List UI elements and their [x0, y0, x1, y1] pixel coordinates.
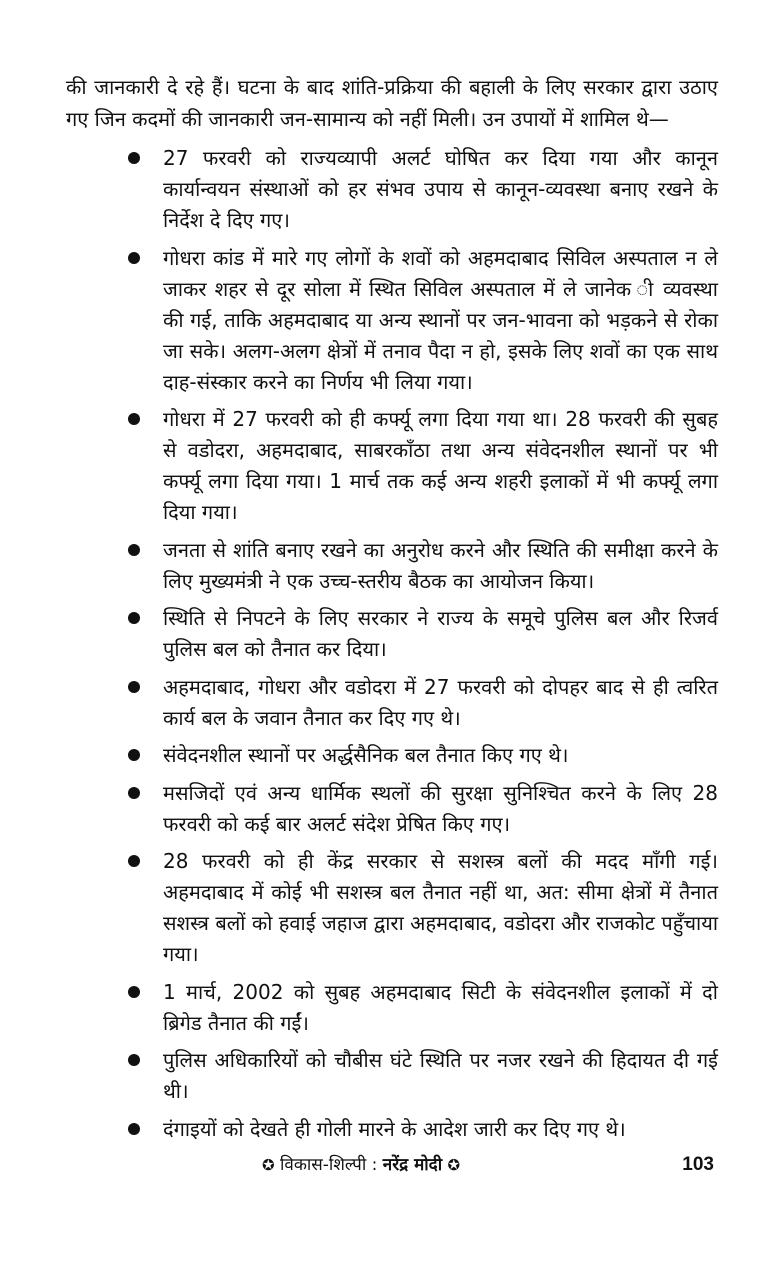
bullet-icon: [128, 986, 140, 998]
bullet-list: [66, 143, 718, 1145]
bullet-icon: [128, 413, 140, 425]
running-footer: [262, 1151, 460, 1179]
page-footer: [0, 1151, 774, 1183]
list-item-text: 27 फरवरी को राज्यव्यापी अलर्ट घोषित कर दिया गया और कानून कार्यान्वयन संस्थाओं को हर संभव उपाय से कानून-व्यवस्था बनाए रखने के निर्देश दे दिए गए।: [163, 146, 718, 232]
list-item-text: गोधरा कांड में मारे गए लोगों के शवों को अहमदाबाद सिविल अस्पताल न ले जाकर शहर से दूर सोला में स्थित सिविल अस्पताल में ले जानेक ी व्यवस्था की गई, ताकि अहमदाबाद या अन्य स्थानों पर जन-भावना को भड़कने से रोका जा सके। अलग-अलग क्षेत्रों में तनाव पैदा न हो, इसके लिए शवों का एक साथ दाह-संस्कार करने का निर्णय भी लिया गया।: [163, 245, 718, 394]
bullet-icon: [128, 152, 140, 164]
list-item-text: पुलिस अधिकारियों को चौबीस घंटे स्थिति पर नजर रखने की हिदायत दी गई थी।: [163, 1048, 718, 1103]
list-item: [66, 603, 718, 665]
list-item: [66, 143, 718, 236]
list-item-text: गोधरा में 27 फरवरी को ही कर्फ्यू लगा दिया गया था। 28 फरवरी की सुबह से वडोदरा, अहमदाबाद, साबरकाँठा तथा अन्य संवेदनशील स्थानों पर भी कर्फ्यू लगा दिया गया। 1 मार्च तक कई अन्य शहरी इलाकों में भी कर्फ्यू लगा दिया गया।: [163, 407, 718, 524]
list-item: [66, 977, 718, 1039]
bullet-icon: [128, 787, 140, 799]
list-item: [66, 846, 718, 970]
flower-ornament-icon: ✪: [262, 1156, 275, 1174]
list-item-text: संवेदनशील स्थानों पर अर्द्धसैनिक बल तैनात किए गए थे।: [163, 743, 569, 767]
bullet-icon: [128, 749, 140, 761]
list-item: [66, 404, 718, 528]
list-item-text: जनता से शांति बनाए रखने का अनुरोध करने और स्थिति की समीक्षा करने के लिए मुख्यमंत्री ने एक उच्च-स्तरीय बैठक का आयोजन किया।: [163, 537, 718, 593]
bullet-icon: [128, 252, 140, 264]
bullet-icon: [128, 1054, 140, 1066]
bullet-icon: [128, 612, 140, 624]
bullet-icon: [128, 681, 140, 693]
list-item: [66, 1114, 718, 1145]
list-item-text: स्थिति से निपटने के लिए सरकार ने राज्य के समूचे पुलिस बल और रिजर्व पुलिस बल को तैनात कर दिया।: [163, 606, 718, 661]
bullet-icon: [128, 544, 140, 556]
intro-paragraph: की जानकारी दे रहे हैं। घटना के बाद शांति-प्रक्रिया की बहाली के लिए सरकार द्वारा उठाए गए जिन कदमों की जानकारी जन-सामान्य को नहीं मिली। उन उपायों में शामिल थे—: [66, 75, 718, 131]
flower-ornament-icon: ✪: [447, 1156, 461, 1174]
list-item: [66, 243, 718, 398]
bullet-icon: [128, 1123, 140, 1135]
page-number: 103: [682, 1154, 714, 1175]
list-item: [66, 535, 718, 597]
list-item-text: 1 मार्च, 2002 को सुबह अहमदाबाद सिटी के संवेदनशील इलाकों में दो ब्रिगेड तैनात की गईं।: [163, 979, 718, 1035]
bullet-icon: [128, 855, 140, 867]
footer-author-name: नरेंद्र मोदी: [382, 1155, 443, 1175]
list-item: [66, 672, 718, 734]
list-item-text: अहमदाबाद, गोधरा और वडोदरा में 27 फरवरी को दोपहर बाद से ही त्वरित कार्य बल के जवान तैनात कर दिए गए थे।: [163, 674, 718, 730]
list-item-text: दंगाइयों को देखते ही गोली मारने के आदेश जारी कर दिए गए थे।: [163, 1116, 626, 1141]
list-item: [66, 740, 718, 771]
list-item-text: 28 फरवरी को ही केंद्र सरकार से सशस्त्र बलों की मदद माँगी गई। अहमदाबाद में कोई भी सशस्त्र बल तैनात नहीं था, अत: सीमा क्षेत्रों में तैनात सशस्त्र बलों को हवाई जहाज द्वारा अहमदाबाद, वडोदरा और राजकोट पहुँचाया गया।: [163, 849, 718, 966]
footer-series-label: विकास-शिल्पी :: [279, 1155, 378, 1175]
list-item: [66, 1045, 718, 1107]
page-body: [66, 72, 718, 1151]
list-item: [66, 778, 718, 840]
list-item-text: मसजिदों एवं अन्य धार्मिक स्थलों की सुरक्षा सुनिश्चित करने के लिए 28 फरवरी को कई बार अलर्ट संदेश प्रेषित किए गए।: [163, 780, 718, 836]
